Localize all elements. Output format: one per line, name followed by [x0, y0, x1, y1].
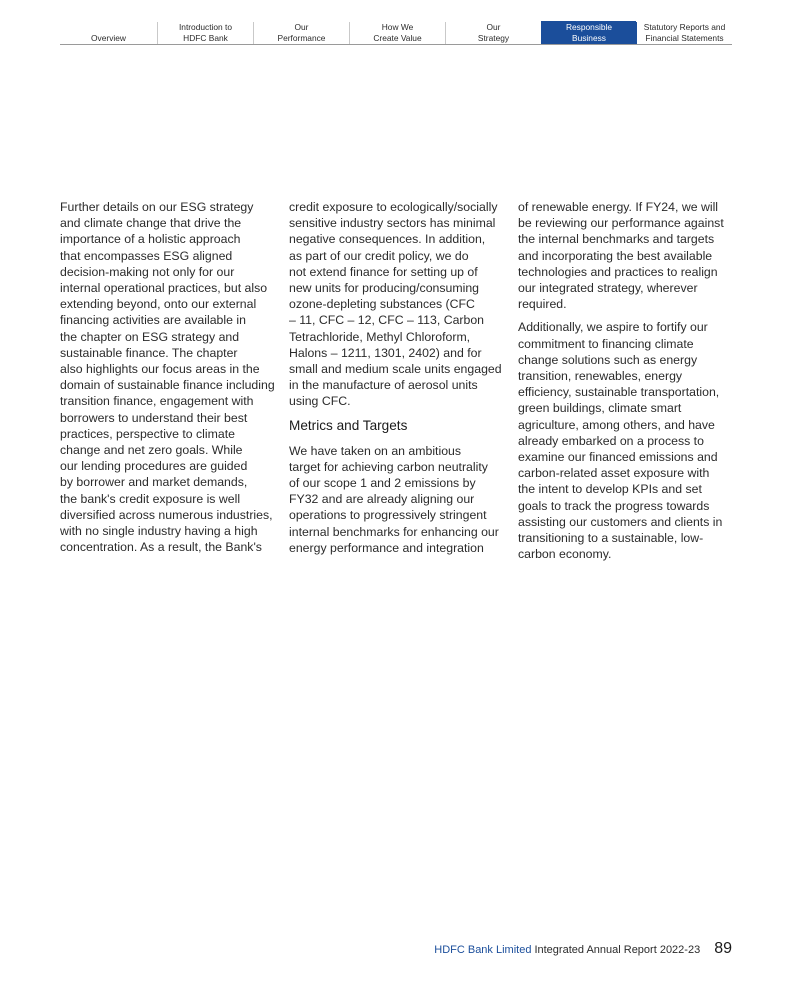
heading-metrics-and-targets: Metrics and Targets: [289, 417, 408, 433]
footer-report-title: Integrated Annual Report 2022-23: [534, 944, 701, 956]
tab-responsible-business[interactable]: Responsible Business: [541, 21, 636, 44]
tab-our-performance[interactable]: Our Performance: [253, 22, 349, 44]
paragraph-climate-financing: Additionally, we aspire to fortify our commitment to financing climate change solutions such as energy transition, renewables, energy efficiency, sustainable transportation, green buildings, climate smart agriculture, among others, and have already embarked on a process to examine our financed emissions and carbon-related asset exposure with the intent to develop KPIs and set goals to track the progress towards assisting our customers and clients in transitioning to a sustainable, low- carbon economy.: [518, 320, 723, 562]
text-column-2: [289, 199, 504, 563]
text-column-1: [60, 199, 275, 562]
tab-introduction[interactable]: Introduction to HDFC Bank: [157, 22, 253, 44]
tab-overview[interactable]: Overview: [91, 32, 126, 43]
paragraph-credit-exposure: credit exposure to ecologically/socially sensitive industry sectors has minimal negative consequences. In addition, as part of our credit policy, we do not extend finance for setting up of new units for producing/consuming ozone-depleting substances (CFC – 11, CFC – 12, CFC – 113, Carbon Tetrachloride, Methyl Chloroform, Halons – 1211, 1301, 2402) and for small and medium scale units engaged in the manufacture of aerosol units using CFC.: [289, 200, 502, 409]
tab-statutory-reports[interactable]: Statutory Reports and Financial Statements: [636, 22, 732, 44]
paragraph-esg-strategy: Further details on our ESG strategy and climate change that drive the importance of a holistic approach that encompasses ESG aligned decision-making not only for our internal operational practices, but also extending beyond, onto our external financing activities are available in the chapter on ESG strategy and sustainable finance. The chapter also highlights our focus areas in the domain of sustainable finance including transition finance, engagement with borrowers to understand their best practices, perspective to climate change and net zero goals. While our lending procedures are guided by borrower and market demands, the bank's credit exposure is well diversified across numerous industries, with no single industry having a high concentration. As a result, the Bank's: [60, 200, 275, 555]
page-number: 89: [714, 940, 732, 957]
paragraph-renewable-energy: of renewable energy. If FY24, we will be reviewing our performance against the internal benchmarks and targets and incorporating the best available technologies and practices to realign our integrated strategy, wherever required.: [518, 200, 724, 312]
section-nav: [60, 22, 732, 45]
tab-how-we-create-value[interactable]: How We Create Value: [349, 22, 445, 44]
page-footer: [434, 940, 732, 958]
paragraph-carbon-neutrality: We have taken on an ambitious target for achieving carbon neutrality of our scope 1 and 2 emissions by FY32 and are already aligning our operations to progressively stringent internal benchmarks for enhancing our energy performance and integration: [289, 443, 499, 555]
tab-our-strategy[interactable]: Our Strategy: [445, 22, 541, 44]
footer-company-name: HDFC Bank Limited: [434, 944, 532, 956]
text-column-3: [518, 199, 733, 569]
